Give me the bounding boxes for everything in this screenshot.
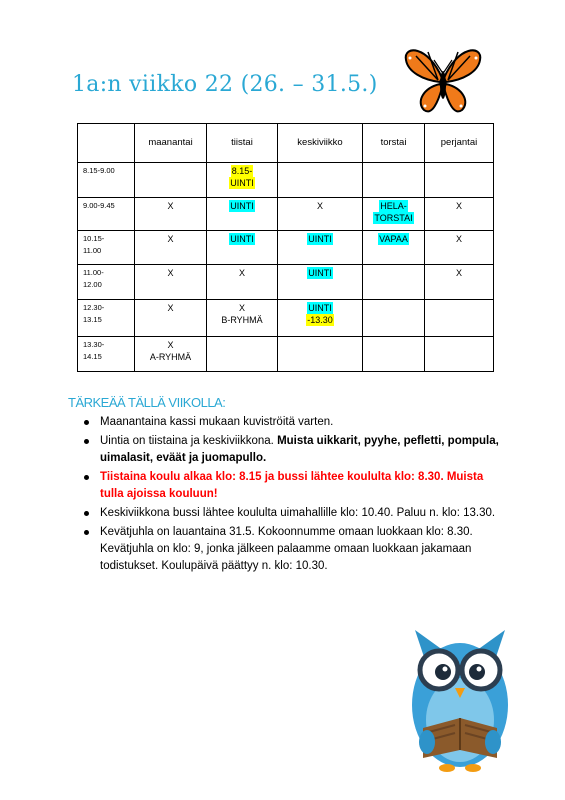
cell-monday xyxy=(135,337,207,372)
important-heading: TÄRKEÄÄ TÄLLÄ VIIKOLLA: xyxy=(68,395,226,410)
cell-text: UINTI xyxy=(230,178,254,188)
cell-tuesday xyxy=(207,198,278,231)
cell-text: X xyxy=(238,303,245,313)
cell-wednesday xyxy=(278,300,363,337)
cell-friday xyxy=(425,231,494,265)
cell-text: HELA- xyxy=(380,201,407,211)
table-row xyxy=(78,300,494,337)
header-friday: perjantai xyxy=(425,124,494,163)
cell-text: TORSTAI xyxy=(374,213,413,223)
cell-text: UINTI xyxy=(308,234,332,244)
cell-monday xyxy=(135,163,207,198)
time-slot-cell: 11.00- 12.00 xyxy=(78,265,135,300)
cell-wednesday xyxy=(278,198,363,231)
table-row xyxy=(78,231,494,265)
cell-thursday xyxy=(363,163,425,198)
table-row xyxy=(78,163,494,198)
cell-tuesday xyxy=(207,337,278,372)
time-slot-cell: 8.15-9.00 xyxy=(78,163,135,198)
table-header-row xyxy=(78,124,494,163)
cell-monday xyxy=(135,198,207,231)
cell-text: UINTI xyxy=(230,234,254,244)
cell-friday xyxy=(425,163,494,198)
cell-text: 8.15- xyxy=(231,166,253,176)
time-slot-cell: 12.30- 13.15 xyxy=(78,300,135,337)
table-row xyxy=(78,337,494,372)
cell-text: X xyxy=(167,234,174,244)
cell-thursday xyxy=(363,265,425,300)
cell-text: X xyxy=(167,201,174,211)
cell-thursday xyxy=(363,231,425,265)
item-text-warning: Tiistaina koulu alkaa klo: 8.15 ja bussi lähtee koululta klo: 8.30. Muista tulla ajoissa kouluun! xyxy=(100,471,484,500)
header-empty xyxy=(78,124,135,163)
cell-text: X xyxy=(455,201,462,211)
cell-text: X xyxy=(167,268,174,278)
table-row xyxy=(78,265,494,300)
item-text: Uintia on tiistaina ja keskiviikkona. xyxy=(100,435,278,447)
cell-text: X xyxy=(238,268,245,278)
time-slot-cell: 13.30- 14.15 xyxy=(78,337,135,372)
cell-friday xyxy=(425,300,494,337)
owl-reading-book-illustration xyxy=(405,610,515,775)
butterfly-illustration xyxy=(398,40,488,122)
cell-text: X xyxy=(167,303,174,313)
time-slot-cell: 9.00-9.45 xyxy=(78,198,135,231)
cell-friday xyxy=(425,337,494,372)
cell-monday xyxy=(135,265,207,300)
cell-text: X xyxy=(455,268,462,278)
list-item xyxy=(100,524,500,575)
time-slot-cell: 10.15- 11.00 xyxy=(78,231,135,265)
item-text-bold: Muista uikkarit, pyyhe, pefletti, pompula, uimalasit, eväät ja juomapullo. xyxy=(100,435,499,464)
cell-monday xyxy=(135,231,207,265)
cell-thursday xyxy=(363,300,425,337)
header-wednesday: keskiviikko xyxy=(278,124,363,163)
cell-friday xyxy=(425,198,494,231)
list-item xyxy=(100,433,500,467)
cell-monday xyxy=(135,300,207,337)
cell-thursday xyxy=(363,198,425,231)
cell-wednesday xyxy=(278,265,363,300)
cell-friday xyxy=(425,265,494,300)
cell-text: B-RYHMÄ xyxy=(221,315,263,325)
cell-tuesday xyxy=(207,265,278,300)
cell-text: -13.30 xyxy=(307,315,333,325)
cell-text: X xyxy=(167,340,174,350)
item-text: Keskiviikkona bussi lähtee koululta uimahallille klo: 10.40. Paluu n. klo: 13.30. xyxy=(100,507,496,519)
header-monday: maanantai xyxy=(135,124,207,163)
cell-text: VAPAA xyxy=(379,234,408,244)
important-list xyxy=(100,414,500,577)
item-text: Maanantaina kassi mukaan kuviströitä varten. xyxy=(100,416,334,428)
cell-text: A-RYHMÄ xyxy=(149,352,192,362)
table-row xyxy=(78,198,494,231)
weekly-schedule-table xyxy=(77,123,494,372)
cell-text: UINTI xyxy=(230,201,254,211)
cell-tuesday xyxy=(207,163,278,198)
cell-text: UINTI xyxy=(308,268,332,278)
header-thursday: torstai xyxy=(363,124,425,163)
cell-wednesday xyxy=(278,163,363,198)
cell-tuesday xyxy=(207,231,278,265)
cell-wednesday xyxy=(278,231,363,265)
item-text: Kevätjuhla on lauantaina 31.5. Kokoonnumme omaan luokkaan klo: 8.30. Kevätjuhla on klo: 9, jonka jälkeen palaamme omaan luokkaan jakamaan todistukset. Koulupäivä päättyy n. klo: 10.30. xyxy=(100,526,473,572)
cell-text: X xyxy=(455,234,462,244)
cell-tuesday xyxy=(207,300,278,337)
cell-thursday xyxy=(363,337,425,372)
list-item xyxy=(100,505,500,522)
cell-text: X xyxy=(316,201,323,211)
page-title: 1a:n viikko 22 (26. – 31.5.) xyxy=(72,72,378,97)
cell-text: UINTI xyxy=(308,303,332,313)
header-tuesday: tiistai xyxy=(207,124,278,163)
list-item xyxy=(100,469,500,503)
cell-wednesday xyxy=(278,337,363,372)
list-item xyxy=(100,414,500,431)
